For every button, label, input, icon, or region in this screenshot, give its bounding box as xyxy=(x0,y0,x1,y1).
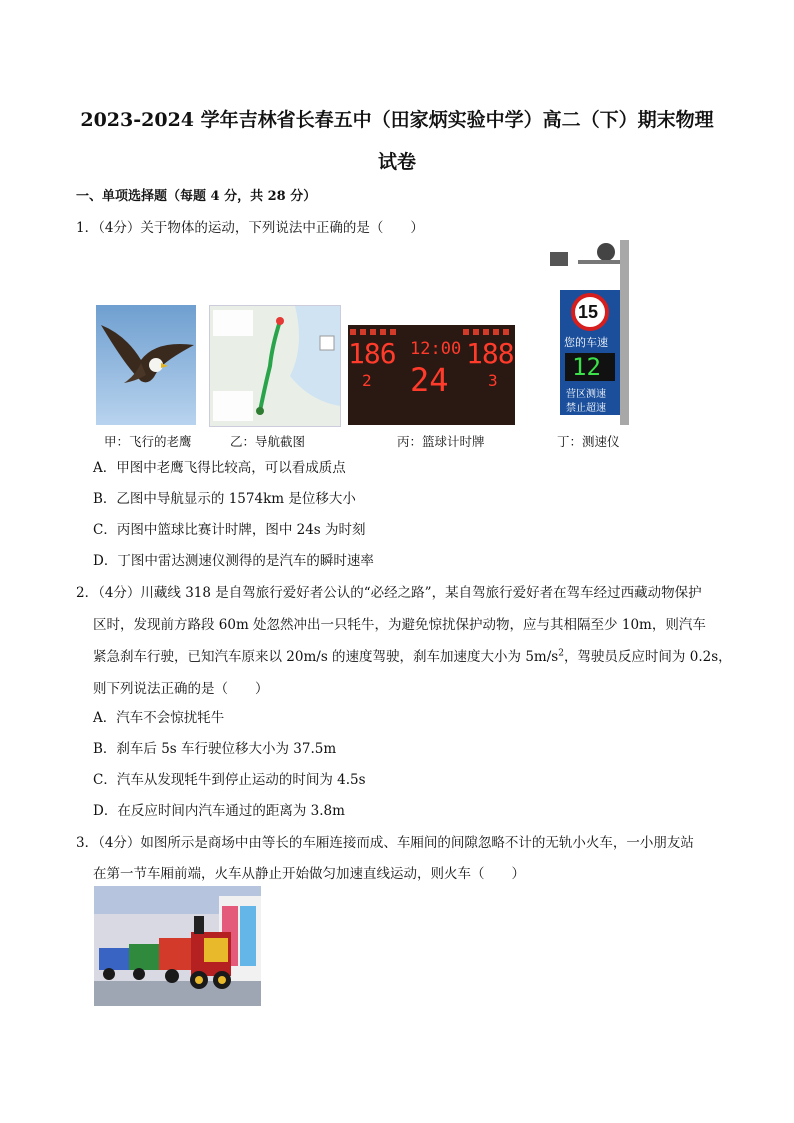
scoreboard-shot-clock: 24 xyxy=(410,361,449,399)
q3-stem-line2: 在第一节车厢前端，火车从静止开始做匀加速直线运动，则火车（ ） xyxy=(93,866,525,882)
navigation-map xyxy=(209,305,341,427)
q2-option-b: B．刹车后 5s 车行驶位移大小为 37.5m xyxy=(93,741,337,757)
eagle-photo xyxy=(96,305,196,425)
speed-sign-label: 您的车速 xyxy=(564,336,608,349)
q1-stem: 1．（4分）关于物体的运动，下列说法中正确的是（ ） xyxy=(76,220,424,236)
caption-scoreboard: 丙：篮球计时牌 xyxy=(397,434,485,449)
q1-option-d: D．丁图中雷达测速仪测得的是汽车的瞬时速率 xyxy=(93,553,374,569)
q2-option-c: C．汽车从发现牦牛到停止运动的时间为 4.5s xyxy=(93,772,366,788)
q2-option-a: A．汽车不会惊扰牦牛 xyxy=(93,710,225,726)
scoreboard-left-fouls: 2 xyxy=(362,371,372,390)
scoreboard-right-fouls: 3 xyxy=(488,371,498,390)
q2-stem-line4: 则下列说法正确的是（ ） xyxy=(93,681,269,697)
caption-map: 乙：导航截图 xyxy=(230,434,306,449)
q2-option-d: D．在反应时间内汽车通过的距离为 3.8m xyxy=(93,803,345,819)
basketball-scoreboard xyxy=(348,325,515,425)
q2-stem-line3: 紧急刹车行驶，已知汽车原来以 20m/s 的速度驾驶，刹车加速度大小为 $5m/s^2$，驾驶员反应时间为 0.2s， xyxy=(93,648,732,665)
caption-eagle: 甲：飞行的老鹰 xyxy=(104,434,192,449)
speed-reading: 12 xyxy=(572,353,601,381)
speed-sign-text3: 禁止超速 xyxy=(566,403,606,414)
q1-option-b: B．乙图中导航显示的 1574km 是位移大小 xyxy=(93,491,356,507)
q1-option-a: A．甲图中老鹰飞得比较高，可以看成质点 xyxy=(93,460,346,476)
document-title-line2: 试卷 xyxy=(377,151,416,173)
scoreboard-right-score: 188 xyxy=(466,337,514,370)
scoreboard-clock: 12:00 xyxy=(410,339,462,359)
document-title: 2023-2024 学年吉林省长春五中（田家炳实验中学）高二（下）期末物理 xyxy=(80,109,714,131)
q1-option-c: C．丙图中篮球比赛计时牌，图中 24s 为时刻 xyxy=(93,522,366,538)
speed-sign-text2: 营区测速 xyxy=(566,389,606,400)
speed-radar-sign xyxy=(548,240,632,425)
q3-stem-line1: 3．（4分）如图所示是商场中由等长的车厢连接而成、车厢间的间隙忽略不计的无轨小火车，一小朋友站 xyxy=(76,835,694,851)
caption-radar: 丁：测速仪 xyxy=(557,434,620,449)
speed-limit-value: 15 xyxy=(578,302,599,322)
section-heading: 一、单项选择题（每题 4 分，共 28 分） xyxy=(76,189,317,204)
q2-stem-line2: 区时，发现前方路段 60m 处忽然冲出一只牦牛，为避免惊扰保护动物，应与其相隔至少 10m，则汽车 xyxy=(93,617,706,633)
q2-stem-line1: 2．（4分）川藏线 318 是自驾旅行爱好者公认的“必经之路”，某自驾旅行爱好者在驾车经过西藏动物保护 xyxy=(76,585,702,601)
scoreboard-left-score: 186 xyxy=(348,337,396,370)
mall-train-photo xyxy=(94,886,261,1006)
